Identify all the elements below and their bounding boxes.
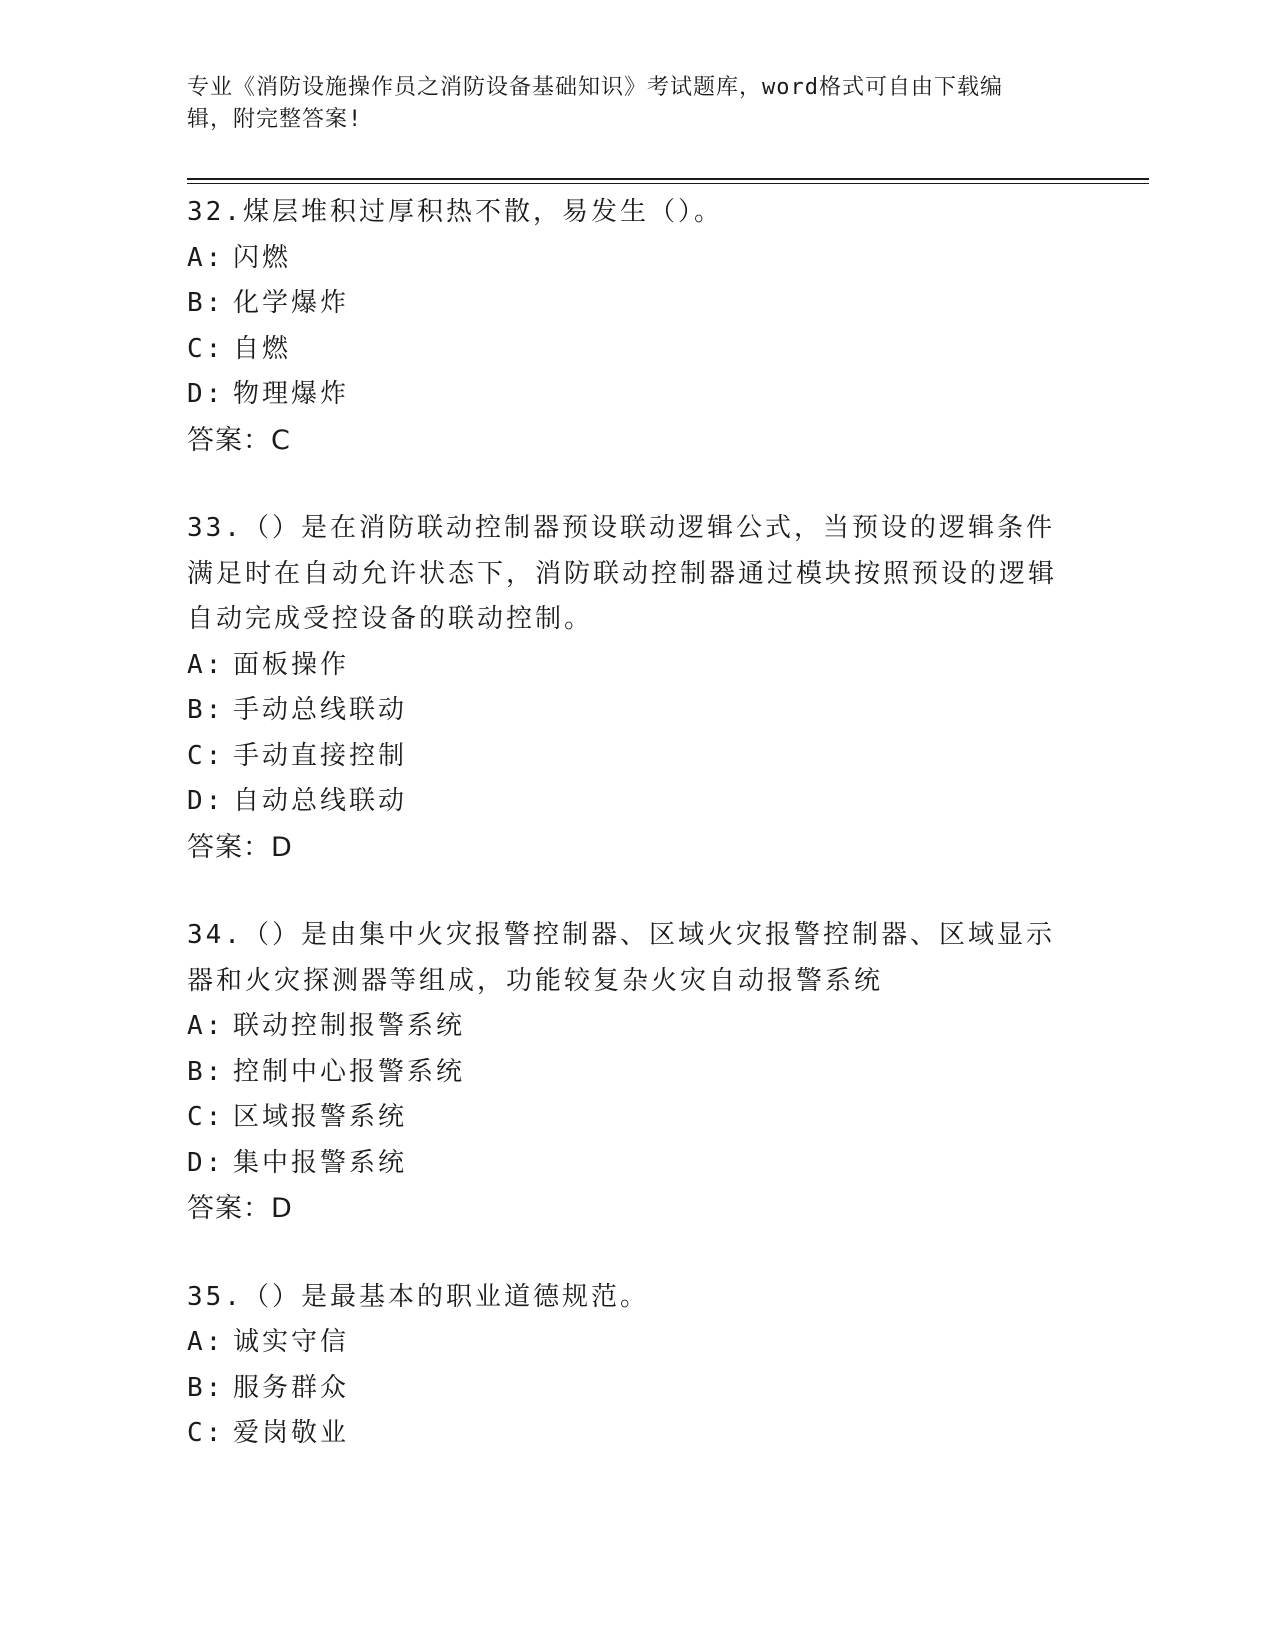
option-b — [187, 281, 1087, 327]
option-label: C: — [187, 1418, 225, 1448]
answer-line: 答案：D — [187, 831, 293, 863]
header-line-2: 辑，附完整答案! — [187, 107, 363, 132]
option-label: C: — [187, 1102, 225, 1132]
option-label: A: — [187, 1011, 225, 1041]
option-label: B: — [187, 1056, 225, 1087]
option-a — [187, 236, 1087, 282]
option-text: 联动控制报警系统 — [233, 1011, 466, 1041]
answer-line: 答案：D — [187, 1193, 293, 1224]
option-text: 诚实守信 — [233, 1327, 350, 1357]
option-text: 化学爆炸 — [233, 288, 350, 318]
option-text: 手动直接控制 — [233, 740, 408, 771]
option-label: A: — [187, 1327, 225, 1357]
option-d — [187, 1141, 1087, 1187]
option-label: B: — [187, 1372, 225, 1403]
option-label: B: — [187, 695, 225, 725]
option-text: 区域报警系统 — [233, 1102, 408, 1132]
option-text: 爱岗敬业 — [233, 1418, 350, 1448]
option-b — [187, 1366, 1087, 1412]
option-text: 控制中心报警系统 — [233, 1056, 466, 1087]
question-34 — [187, 913, 1087, 1232]
question-32 — [187, 190, 1087, 463]
option-d — [187, 372, 1087, 418]
option-c — [187, 1411, 1087, 1457]
question-33 — [187, 506, 1087, 870]
option-b — [187, 688, 1087, 734]
question-list — [187, 190, 1087, 1500]
option-label: C: — [187, 740, 225, 771]
option-text: 面板操作 — [233, 649, 350, 680]
option-text: 闪燃 — [233, 242, 292, 273]
option-a — [187, 1004, 1087, 1050]
question-35 — [187, 1275, 1087, 1457]
question-text: 35.（）是最基本的职业道德规范。 — [187, 1281, 649, 1312]
option-text: 自动总线联动 — [233, 786, 408, 816]
option-text: 服务群众 — [233, 1372, 350, 1403]
option-c — [187, 1095, 1087, 1141]
option-text: 手动总线联动 — [233, 695, 408, 725]
option-c — [187, 327, 1087, 373]
option-label: D: — [187, 786, 225, 816]
option-label: A: — [187, 649, 225, 680]
document-header — [187, 72, 1067, 136]
option-a — [187, 1320, 1087, 1366]
header-divider-thin — [187, 183, 1149, 184]
answer-line: 答案：C — [187, 424, 291, 456]
option-label: C: — [187, 333, 225, 364]
option-c — [187, 734, 1087, 780]
question-text: 33.（）是在消防联动控制器预设联动逻辑公式，当预设的逻辑条件满足时在自动允许状态下，消防联动控制器通过模块按照预设的逻辑自动完成受控设备的联动控制。 — [187, 513, 1058, 634]
option-b — [187, 1050, 1087, 1096]
question-text: 32.煤层堆积过厚积热不散，易发生（）。 — [187, 197, 723, 227]
option-a — [187, 643, 1087, 689]
option-text: 物理爆炸 — [233, 379, 350, 409]
option-text: 自燃 — [233, 333, 292, 364]
header-line-1: 专业《消防设施操作员之消防设备基础知识》考试题库，word格式可自由下载编 — [187, 75, 1003, 100]
option-text: 集中报警系统 — [233, 1147, 408, 1178]
option-label: A: — [187, 242, 225, 273]
option-label: B: — [187, 288, 225, 318]
question-text: 34.（）是由集中火灾报警控制器、区域火灾报警控制器、区域显示器和火灾探测器等组成，功能较复杂火灾自动报警系统 — [187, 920, 1055, 996]
option-label: D: — [187, 379, 225, 409]
option-d — [187, 779, 1087, 825]
header-divider-thick — [187, 178, 1149, 180]
option-label: D: — [187, 1147, 225, 1178]
